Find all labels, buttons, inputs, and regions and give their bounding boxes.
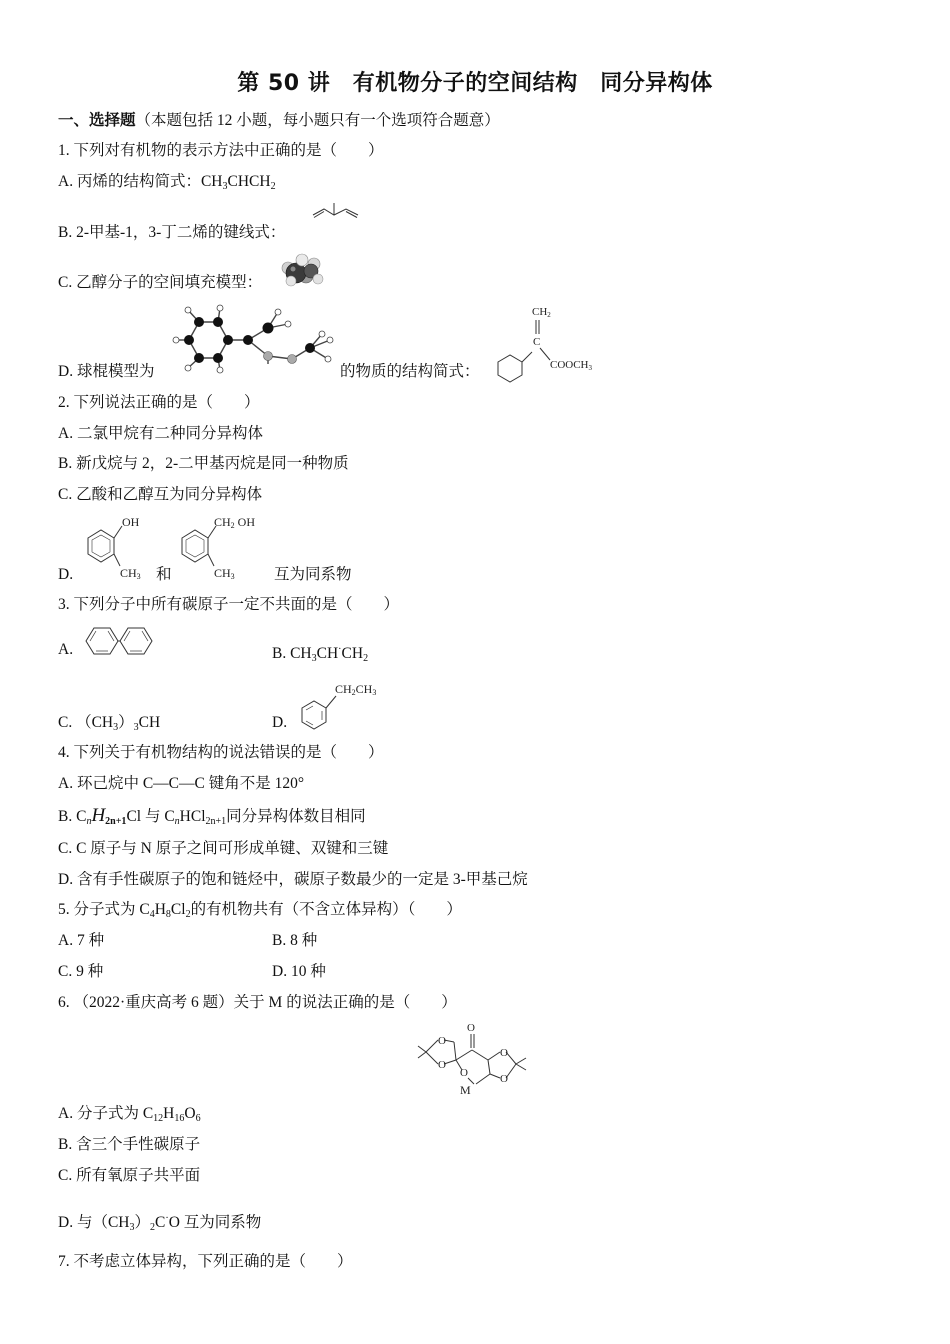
svg-text:CH2CH3: CH2CH3 [335,682,377,697]
q5-option-c: C. 9 种 [58,963,104,980]
q5-option-d: D. 10 种 [272,963,326,980]
q5-stem: 5. 分子式为 $C_4H_8Cl_2$的有机物共有（不含立体异构）（ ） [58,901,462,920]
q1-d-ball-and-stick-model [170,304,340,374]
q2-option-a: A. 二氯甲烷有二种同分异构体 [58,425,263,442]
q2-option-b: B. 新戊烷与 2，2-二甲基丙烷是同一种物质 [58,455,349,472]
svg-text:O: O [438,1035,446,1047]
q7-stem: 7. 不考虑立体异构，下列正确的是（ ） [58,1253,353,1270]
q1-option-b: B. 2-甲基-1，3-丁二烯的键线式： [58,224,286,241]
q1-stem: 1. 下列对有机物的表示方法中正确的是（ ） [58,142,384,159]
q2-option-d-and: 和 [156,566,172,583]
q1-option-d-suffix: 的物质的结构简式： [340,363,480,380]
q4-stem: 4. 下列关于有机物结构的说法错误的是（ ） [58,744,384,761]
q6-option-a: A. 分子式为 $C_{12}H_{16}O_6$ [58,1105,201,1124]
q4-option-b: B. $C_nH_{2n+1}Cl$ 与 $C_nHCl_{2n+1}$同分异构体数目相同 [58,805,366,827]
q2-d-structure-1 [84,514,154,582]
svg-text:O: O [467,1022,475,1034]
q6-option-b: B. 含三个手性碳原子 [58,1136,201,1153]
q5-option-a: A. 7 种 [58,932,105,949]
q3-stem: 3. 下列分子中所有碳原子一定不共面的是（ ） [58,596,400,613]
q1-option-d-prefix: D. 球棍模型为 [58,363,155,380]
svg-text:O: O [460,1067,468,1079]
q5-option-b: B. 8 种 [272,932,318,949]
q2-option-c: C. 乙酸和乙醇互为同分异构体 [58,486,263,503]
q2-d-structure-2 [178,514,278,582]
q3-option-a: A. [58,641,74,658]
q3-option-c: C. $(CH_3)_3CH$ [58,714,161,733]
svg-text:CH2OH: CH2 OH [214,515,256,530]
svg-text:O: O [500,1073,508,1085]
q3-option-b: B. $CH_3CH^\cdot CH_2$ [272,644,369,664]
q2-option-d-label: D. [58,566,74,583]
svg-text:CH3: CH3 [120,566,141,581]
q1-option-c: C. 乙醇分子的空间填充模型： [58,274,263,291]
q3-option-d: D. [272,714,288,731]
q2-stem: 2. 下列说法正确的是（ ） [58,394,260,411]
svg-text:COOCH3: COOCH3 [550,359,593,372]
svg-text:O: O [438,1059,446,1071]
q4-option-a: A. 环己烷中 C—C—C 键角不是 120° [58,775,305,792]
svg-text:C: C [533,336,541,348]
q6-molecule-m-figure [416,1020,536,1098]
q3-d-ethylbenzene-structure [300,680,400,730]
q1-d-structural-formula [494,304,614,380]
svg-text:OH: OH [122,515,140,529]
section-header [58,110,500,131]
q3-a-biphenyl-structure [84,624,154,660]
q4-option-d: D. 含有手性碳原子的饱和链烃中，碳原子数最少的一定是 3-甲基己烷 [58,871,528,888]
svg-text:CH2: CH2 [532,306,551,319]
q1-option-a: A. 丙烯的结构简式：$CH_3CHCH_2$ [58,173,276,192]
q1-b-skeletal-formula [312,202,362,222]
q2-option-d-tail: 互为同系物 [274,566,352,583]
q6-stem: 6. （2022·重庆高考 6 题）关于 M 的说法正确的是（ ） [58,994,457,1011]
q4-option-c: C. C 原子与 N 原子之间可形成单键、双键和三键 [58,840,389,857]
q6-option-d: D. 与$(CH_3)_2C^\cdot O$ 互为同系物 [58,1213,262,1233]
section-note: （本题包括 12 小题，每小题只有一个选项符合题意） [135,112,500,129]
page-title: 第 50 讲 有机物分子的空间结构 同分异构体 [237,71,713,96]
svg-text:O: O [500,1047,508,1059]
svg-text:CH3: CH3 [214,566,235,581]
q1-c-space-filling-model [278,254,328,288]
section-heading: 一、选择题 [58,111,136,129]
q6-option-c: C. 所有氧原子共平面 [58,1167,201,1184]
svg-text:M: M [460,1083,471,1097]
